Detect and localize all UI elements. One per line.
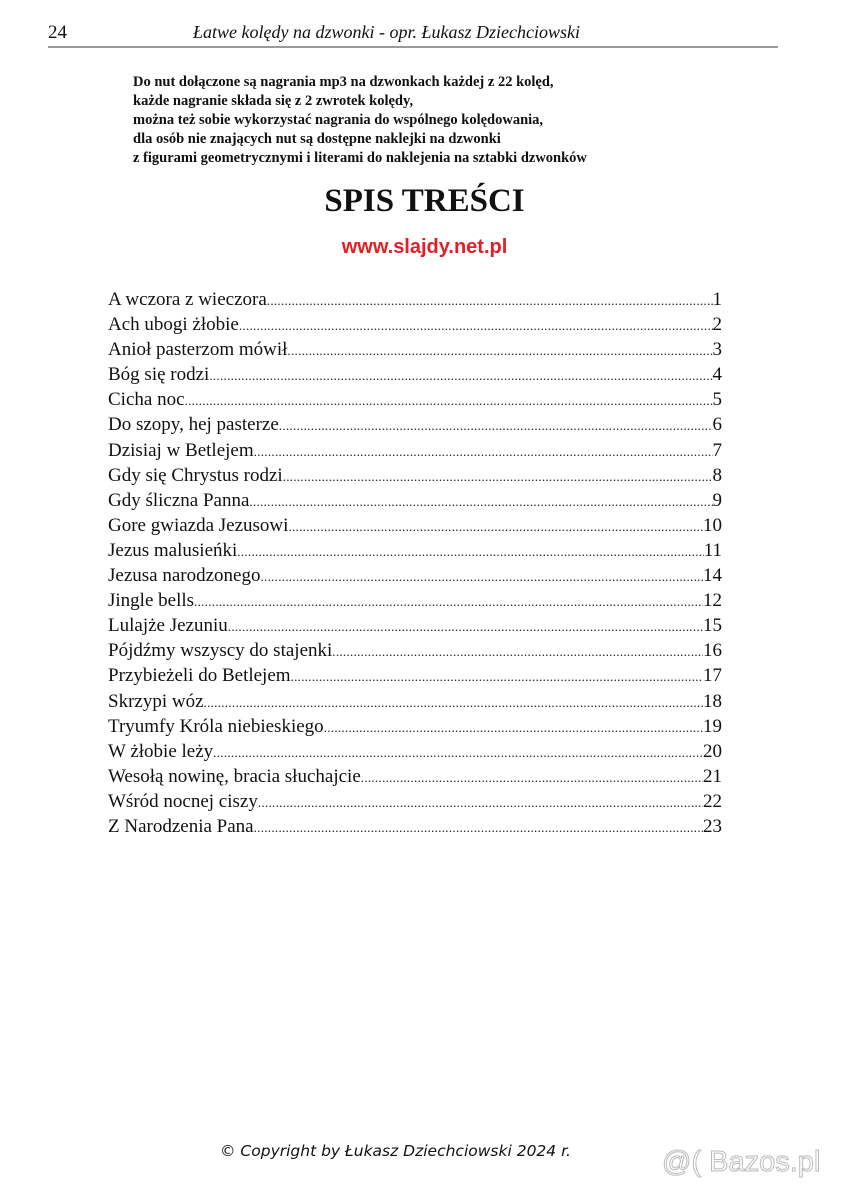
toc-entry-title: A wczora z wieczora bbox=[108, 289, 267, 310]
toc-entry-page: 16 bbox=[703, 640, 722, 662]
running-title: Łatwe kolędy na dzwonki - opr. Łukasz Dziechciowski bbox=[193, 22, 580, 42]
toc-entry[interactable] bbox=[108, 488, 722, 513]
toc-entry-title: Cicha noc bbox=[108, 389, 185, 411]
toc-entry-page: 7 bbox=[712, 439, 722, 461]
dot-leader bbox=[209, 362, 712, 387]
toc-entry-title: Anioł pasterzom mówił bbox=[108, 339, 288, 361]
dot-leader bbox=[249, 488, 712, 513]
toc-entry-page: 21 bbox=[703, 765, 722, 787]
toc-entry-page: 17 bbox=[703, 665, 722, 687]
dot-leader bbox=[228, 613, 703, 638]
toc-entry-title: Tryumfy Króla niebieskiego bbox=[108, 715, 324, 737]
toc-entry-title: Gore gwiazda Jezusowi bbox=[108, 514, 289, 536]
toc-entry[interactable] bbox=[108, 613, 722, 638]
toc-entry[interactable] bbox=[108, 764, 722, 789]
toc-entry-page: 8 bbox=[712, 464, 722, 486]
intro-line: dla osób nie znających nut są dostępne naklejki na dzwonki bbox=[133, 131, 501, 147]
watermark-logo: @( Bazos.pl bbox=[662, 1146, 821, 1178]
toc-entry[interactable] bbox=[108, 538, 722, 563]
dot-leader bbox=[332, 638, 703, 663]
intro-text bbox=[133, 73, 587, 168]
dot-leader bbox=[267, 287, 713, 312]
page-number: 24 bbox=[48, 22, 67, 43]
dot-leader bbox=[213, 739, 703, 764]
toc-entry[interactable] bbox=[108, 438, 722, 463]
dot-leader bbox=[258, 789, 703, 814]
dot-leader bbox=[287, 337, 712, 362]
dot-leader bbox=[324, 714, 703, 739]
dot-leader bbox=[254, 438, 713, 463]
copyright-footer: © Copyright by Łukasz Dziechciowski 2024 r. bbox=[220, 1142, 571, 1160]
toc-entry-page: 6 bbox=[712, 414, 722, 436]
toc-entry-title: Pójdźmy wszyscy do stajenki bbox=[108, 640, 333, 662]
toc-entry[interactable] bbox=[108, 412, 722, 437]
toc-entry[interactable] bbox=[108, 588, 722, 613]
toc-entry-title: Wśród nocnej ciszy bbox=[108, 790, 258, 812]
toc-entry[interactable] bbox=[108, 463, 722, 488]
page-header bbox=[48, 22, 778, 48]
toc-entry[interactable] bbox=[108, 663, 722, 688]
toc-entry[interactable] bbox=[108, 689, 722, 714]
website-link[interactable]: www.slajdy.net.pl bbox=[341, 236, 508, 258]
toc-entry-title: W żłobie leży bbox=[108, 740, 214, 762]
toc-entry[interactable] bbox=[108, 638, 722, 663]
dot-leader bbox=[194, 588, 703, 613]
toc-entry-title: Gdy się Chrystus rodzi bbox=[108, 464, 283, 486]
toc-entry-page: 3 bbox=[712, 339, 722, 361]
intro-line: każde nagranie składa się z 2 zwrotek kolędy, bbox=[133, 93, 414, 109]
toc-entry-page: 12 bbox=[703, 590, 722, 612]
table-of-contents bbox=[108, 287, 722, 839]
toc-entry-page: 15 bbox=[703, 615, 722, 637]
toc-entry-page: 10 bbox=[703, 514, 722, 536]
dot-leader bbox=[254, 814, 703, 839]
toc-entry-title: Przybieżeli do Betlejem bbox=[108, 665, 291, 687]
toc-entry-title: Z Narodzenia Pana bbox=[108, 815, 254, 837]
dot-leader bbox=[185, 387, 713, 412]
dot-leader bbox=[237, 538, 703, 563]
toc-entry[interactable] bbox=[108, 814, 722, 839]
toc-entry-page: 5 bbox=[712, 389, 722, 411]
toc-entry-title: Do szopy, hej pasterze bbox=[108, 414, 279, 436]
toc-entry-title: Bóg się rodzi bbox=[108, 364, 210, 386]
toc-entry[interactable] bbox=[108, 312, 722, 337]
dot-leader bbox=[283, 463, 713, 488]
toc-entry[interactable] bbox=[108, 362, 722, 387]
toc-entry[interactable] bbox=[108, 789, 722, 814]
toc-entry-page: 18 bbox=[703, 690, 722, 712]
toc-entry-page: 1 bbox=[712, 289, 722, 310]
toc-entry[interactable] bbox=[108, 287, 722, 312]
toc-entry-page: 22 bbox=[703, 790, 722, 812]
toc-heading: SPIS TREŚCI bbox=[324, 183, 525, 219]
toc-entry-title: Gdy śliczna Panna bbox=[108, 489, 250, 511]
toc-entry-page: 20 bbox=[703, 740, 722, 762]
toc-entry-title: Dzisiaj w Betlejem bbox=[108, 439, 254, 461]
toc-entry[interactable] bbox=[108, 513, 722, 538]
dot-leader bbox=[361, 764, 703, 789]
toc-entry[interactable] bbox=[108, 714, 722, 739]
toc-entry-page: 19 bbox=[703, 715, 722, 737]
toc-entry-page: 23 bbox=[703, 815, 722, 837]
dot-leader bbox=[239, 312, 713, 337]
dot-leader bbox=[260, 563, 703, 588]
toc-entry-title: Jezusa narodzonego bbox=[108, 565, 261, 587]
dot-leader bbox=[291, 663, 703, 688]
intro-line: można też sobie wykorzystać nagrania do wspólnego kolędowania, bbox=[133, 112, 544, 128]
toc-entry-title: Jingle bells bbox=[108, 590, 195, 612]
toc-entry-title: Ach ubogi żłobie bbox=[108, 314, 239, 336]
toc-entry-page: 14 bbox=[703, 565, 722, 587]
intro-line: z figurami geometrycznymi i literami do naklejenia na sztabki dzwonków bbox=[133, 150, 587, 166]
toc-entry[interactable] bbox=[108, 739, 722, 764]
toc-entry-title: Wesołą nowinę, bracia słuchajcie bbox=[108, 765, 361, 787]
toc-entry-title: Skrzypi wóz bbox=[108, 690, 204, 712]
dot-leader bbox=[204, 689, 703, 714]
toc-entry[interactable] bbox=[108, 563, 722, 588]
toc-entry-page: 11 bbox=[703, 539, 722, 561]
toc-entry[interactable] bbox=[108, 337, 722, 362]
toc-entry-title: Lulajże Jezuniu bbox=[108, 615, 228, 637]
toc-entry[interactable] bbox=[108, 387, 722, 412]
dot-leader bbox=[288, 513, 703, 538]
toc-entry-page: 9 bbox=[712, 489, 722, 511]
toc-entry-page: 2 bbox=[712, 314, 722, 336]
toc-entry-title: Jezus malusieńki bbox=[108, 539, 238, 561]
dot-leader bbox=[279, 412, 713, 437]
intro-line: Do nut dołączone są nagrania mp3 na dzwonkach każdej z 22 kolęd, bbox=[133, 74, 554, 90]
toc-entry-page: 4 bbox=[712, 364, 722, 386]
